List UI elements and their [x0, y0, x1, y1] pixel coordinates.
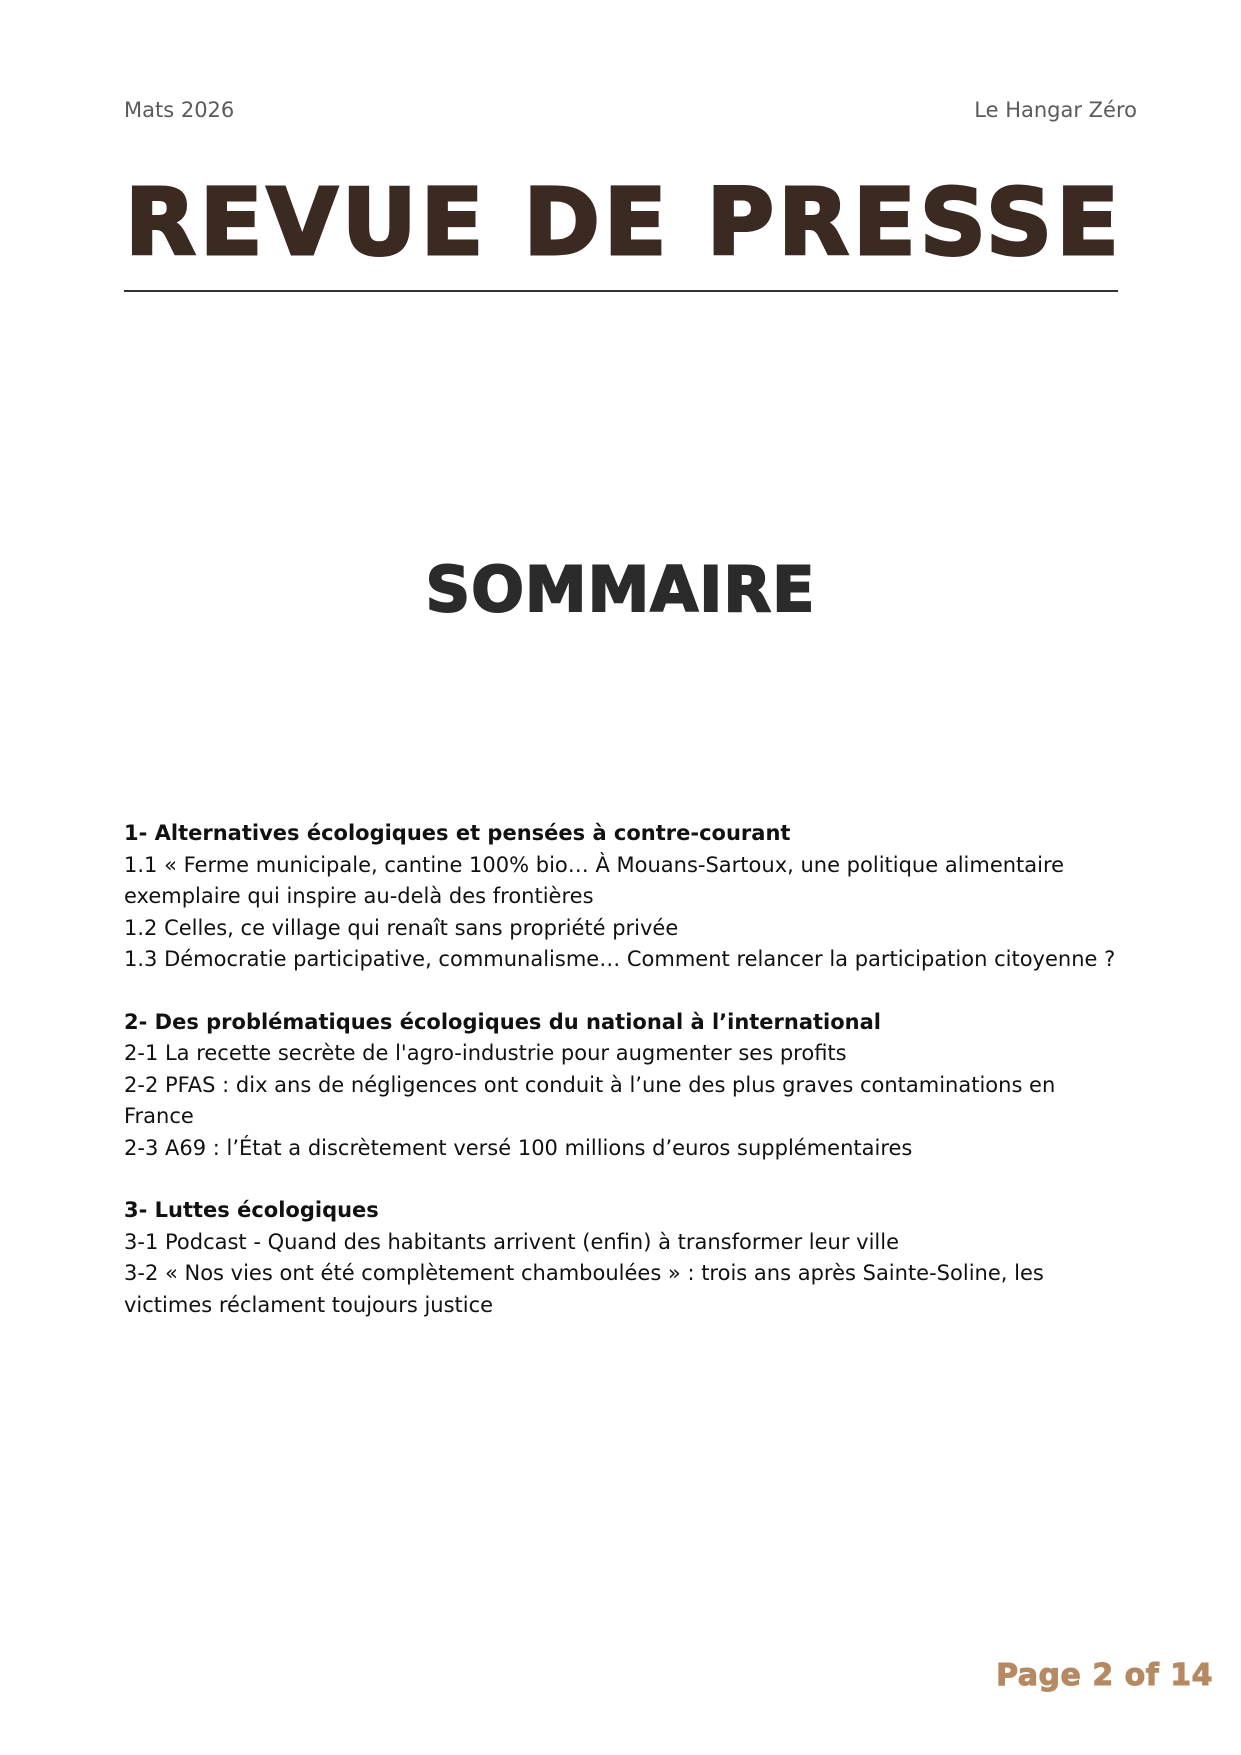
page-number: Page 2 of 14 [996, 1658, 1213, 1693]
toc-section-heading: 2- Des problématiques écologiques du national à l’international [124, 1009, 882, 1034]
toc-title: SOMMAIRE [425, 553, 816, 626]
header-date: Mats 2026 [124, 98, 235, 122]
table-of-contents [124, 818, 1118, 1352]
toc-item: 3-2 « Nos vies ont été complètement chamboulées » : trois ans après Sainte-Soline, les victimes réclament toujours justice [124, 1261, 1044, 1317]
toc-item: 1.2 Celles, ce village qui renaît sans propriété privée [124, 915, 679, 940]
toc-item: 2-1 La recette secrète de l'agro-industrie pour augmenter ses profits [124, 1041, 847, 1065]
toc-section-heading: 1- Alternatives écologiques et pensées à contre-courant [124, 821, 791, 845]
toc-item: 3-1 Podcast - Quand des habitants arrivent (enfin) à transformer leur ville [124, 1229, 900, 1254]
title-divider [124, 290, 1118, 292]
toc-item: 2-2 PFAS : dix ans de négligences ont conduit à l’une des plus graves contaminations en France [124, 1072, 1056, 1128]
header-organization: Le Hangar Zéro [974, 98, 1137, 122]
toc-item: 1.3 Démocratie participative, communalisme… Comment relancer la participation citoyenne ? [124, 947, 1116, 971]
toc-item: 2-3 A69 : l’État a discrètement versé 100 millions d’euros supplémentaires [124, 1135, 913, 1160]
toc-section-heading: 3- Luttes écologiques [124, 1198, 379, 1222]
toc-section-1 [124, 818, 1118, 976]
toc-section-3 [124, 1195, 1118, 1321]
toc-item: 1.1 « Ferme municipale, cantine 100% bio… À Mouans-Sartoux, une politique alimentaire exemplaire qui inspire au-delà des frontières [124, 852, 1065, 908]
page-title: REVUE DE PRESSE [124, 169, 1124, 276]
toc-section-2 [124, 1007, 1118, 1165]
